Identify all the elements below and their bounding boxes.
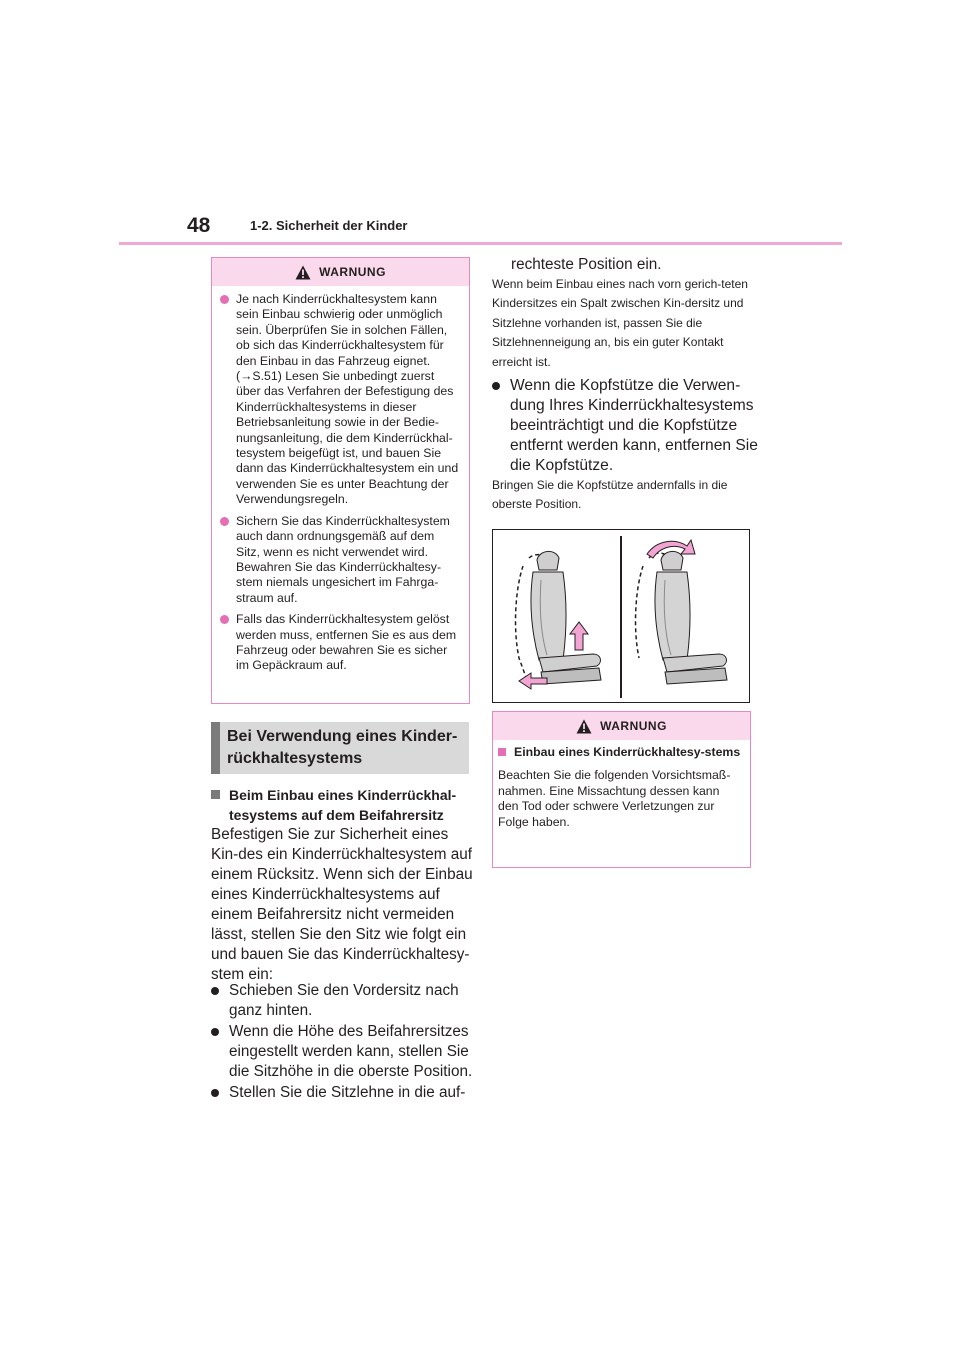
step-item: Wenn die Höhe des Beifahrersitzes eingestellt werden kann, stellen Sie die Sitzhöhe in die oberste Position. (211, 1022, 491, 1082)
seat-right-icon (636, 540, 727, 684)
warning-box-2 (492, 711, 751, 868)
section-title: 1-2. Sicherheit der Kinder (250, 218, 408, 233)
square-bullet-icon (211, 790, 220, 799)
warning-item: Je nach Kinderrückhaltesystem kann sein Einbau schwierig oder unmöglich sein. Überprüfen Sie in solchen Fällen, ob sich das Kinderrückhaltesystem für den Einbau in das Fahrzeug eignet. (→S.51) Lesen Sie unbedingt zuerst über das Verfahren der Befestigung des Kinderrückhaltesystems in dieser Betriebsanleitung sowie in der Bedie-nungsanleitung, die dem Kinderrückhal-tesystem beigefügt ist, und bauen Sie dann das Kinderrückhaltesystem ein und verwenden Sie es unter Beachtung der Verwendungsregeln. (220, 292, 461, 508)
step-item: Stellen Sie die Sitzlehne in die auf- (211, 1083, 491, 1103)
warning-triangle-icon (295, 265, 311, 280)
warning-text: Beachten Sie die folgenden Vorsichtsmaß-nahmen. Eine Missachtung dessen kann den Tod oder schwere Verletzungen zur Folge haben. (498, 768, 731, 829)
section-heading: Bei Verwendung eines Kinder-rückhaltesystems (211, 722, 469, 774)
bullet-dot-icon (220, 295, 229, 304)
seat-drawing (493, 530, 749, 702)
subheading: Beim Einbau eines Kinderrückhal-tesystems auf dem Beifahrersitz (211, 785, 489, 825)
bullet-dot-icon (220, 517, 229, 526)
note-paragraph: Wenn beim Einbau eines nach vorn gerich-teten Kindersitzes ein Spalt zwischen Kin-dersitz und Sitzlehne vorhanden ist, passen Sie die Sitzlehnenneigung an, bis ein guter Kontakt erreicht ist. (492, 277, 748, 369)
warning-box-1 (211, 257, 470, 704)
seat-left-icon (516, 551, 601, 689)
bullet-dot-icon (211, 1089, 219, 1097)
warning-subtitle: Einbau eines Kinderrückhaltesy-stems (498, 745, 743, 760)
warning-title: WARNUNG (600, 719, 667, 733)
warning-title: WARNUNG (319, 265, 386, 279)
warning-item: Sichern Sie das Kinderrückhaltesystem auch dann ordnungsgemäß auf dem Sitz, wenn es nicht verwendet wird. Bewahren Sie das Kinderrückhaltesy-stem niemals ungesichert im Fahrga-straum auf. (220, 514, 461, 606)
square-bullet-icon (498, 748, 506, 756)
body-paragraph: Befestigen Sie zur Sicherheit eines Kin-des ein Kinderrückhaltesystem auf einem Rücksitz. Wenn sich der Einbau eines Kinderrückhaltesystems auf einem Beifahrersitz nicht vermeiden lässt, stellen Sie den Sitz wie folgt ein und bauen Sie das Kinderrückhaltesy-stem ein: (211, 826, 473, 983)
page-number: 48 (187, 214, 211, 237)
warning-triangle-icon (576, 719, 592, 734)
step-item: Schieben Sie den Vordersitz nach ganz hinten. (211, 981, 491, 1021)
header-divider (119, 242, 842, 245)
step-item: Wenn die Kopfstütze die Verwen-dung Ihres Kinderrückhaltesystems beeinträchtigt und die Kopfstütze entfernt werden kann, entfernen Sie die Kopfstütze. (492, 376, 768, 476)
bullet-dot-icon (220, 615, 229, 624)
step-continuation: rechteste Position ein. (511, 256, 662, 273)
warning-item: Falls das Kinderrückhaltesystem gelöst werden muss, entfernen Sie es aus dem Fahrzeug oder bewahren Sie es sicher im Gepäckraum auf. (220, 612, 461, 674)
warning-header (493, 712, 750, 740)
note-paragraph: Bringen Sie die Kopfstütze andernfalls in die oberste Position. (492, 478, 728, 512)
seat-illustration (492, 529, 750, 703)
bullet-dot-icon (211, 1028, 219, 1036)
bullet-dot-icon (211, 987, 219, 995)
bullet-dot-icon (492, 382, 500, 390)
warning-header (212, 258, 469, 286)
